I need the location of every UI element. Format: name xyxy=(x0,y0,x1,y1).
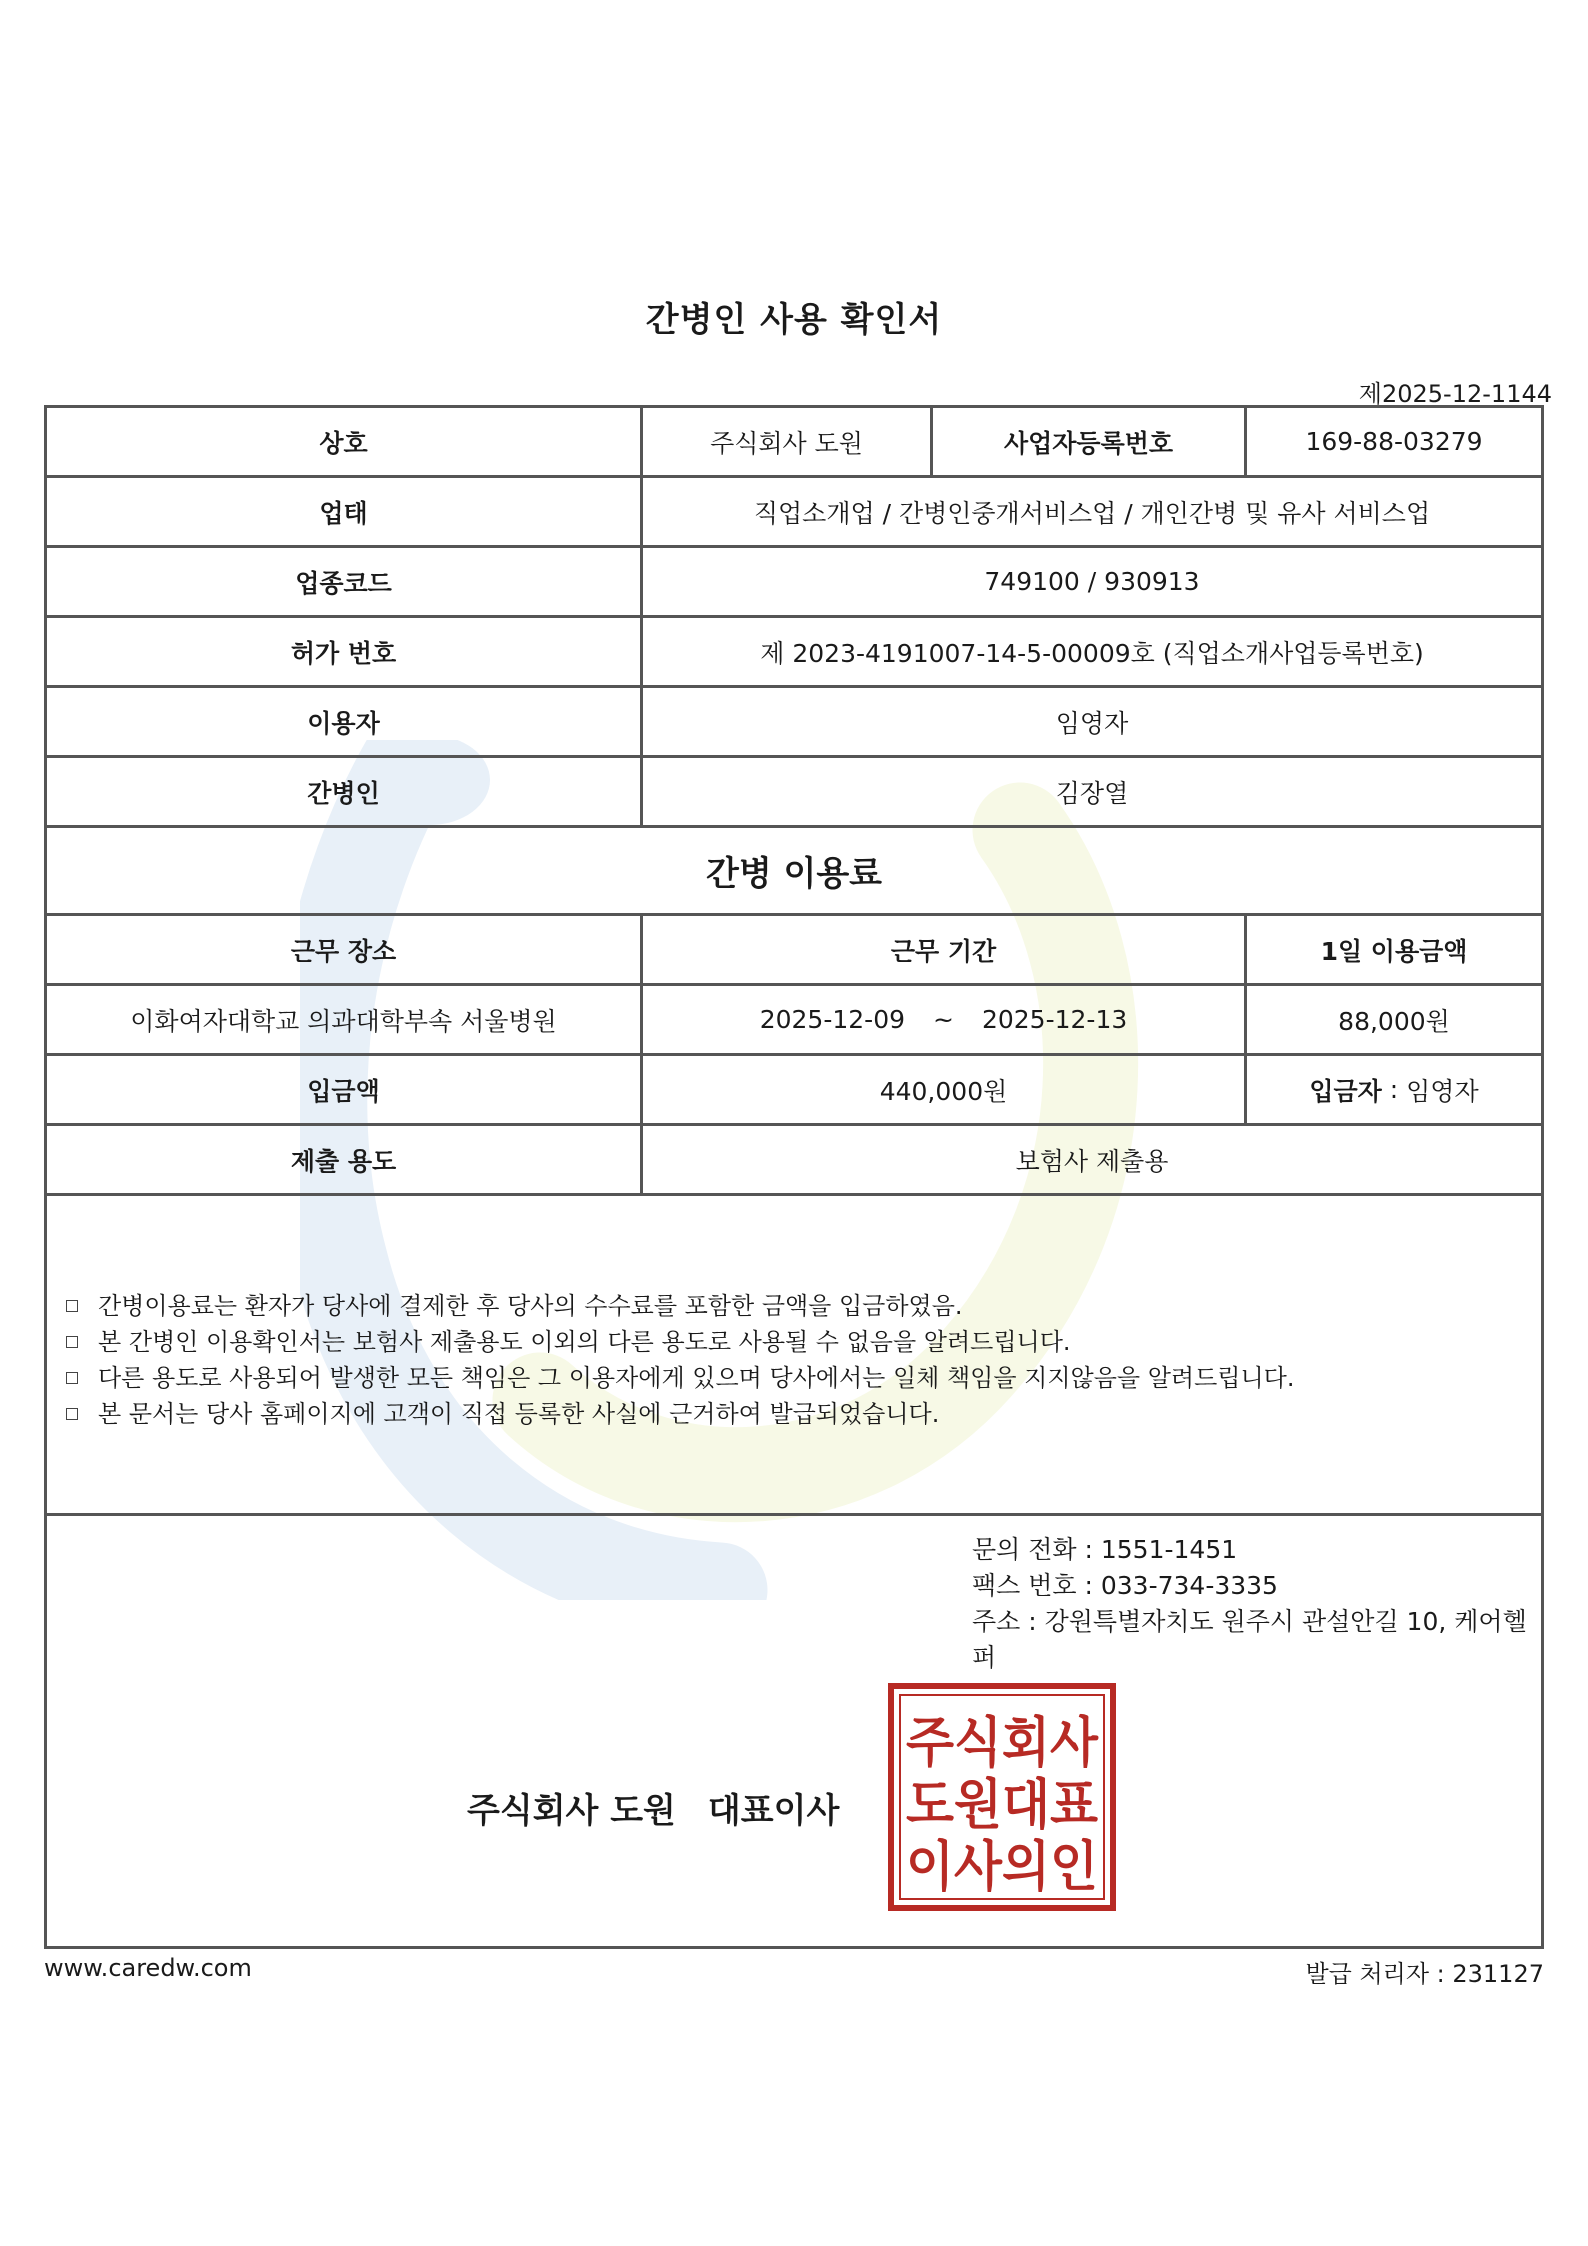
value-purpose: 보험사 제출용 xyxy=(640,1126,1541,1193)
label-work-place: 근무 장소 xyxy=(290,936,397,966)
contact-phone: 문의 전화 : 1551-1451 xyxy=(972,1535,1238,1564)
label-business-type: 업태 xyxy=(319,498,368,528)
value-deposit: 440,000원 xyxy=(640,1056,1244,1123)
note-item: 본 문서는 당사 홈페이지에 고객이 직접 등록한 사실에 근거하여 발급되었습니다. xyxy=(66,1396,1294,1432)
svg-text:주식회사: 주식회사 xyxy=(906,1711,1099,1774)
svg-text:도원대표: 도원대표 xyxy=(906,1773,1098,1836)
contact-address: 주소 : 강원특별자치도 원주시 관설안길 10, 케어헬퍼 xyxy=(972,1607,1527,1672)
notes-list xyxy=(66,1288,1294,1432)
row-company xyxy=(47,408,1541,478)
row-fee-title xyxy=(47,828,1541,916)
row-business-type xyxy=(47,478,1541,548)
label-license: 허가 번호 xyxy=(290,638,397,668)
value-daily-fee: 88,000원 xyxy=(1244,986,1541,1053)
label-depositor: 입금자 xyxy=(1309,1076,1382,1106)
signature-line xyxy=(467,1783,839,1832)
contact-fax: 팩스 번호 : 033-734-3335 xyxy=(972,1571,1278,1600)
value-caregiver: 김장열 xyxy=(640,758,1541,825)
square-bullet-icon xyxy=(66,1300,78,1312)
note-item: 다른 용도로 사용되어 발생한 모든 책임은 그 이용자에게 있으며 당사에서는 일체 책임을 지지않음을 알려드립니다. xyxy=(66,1360,1294,1396)
label-purpose: 제출 용도 xyxy=(290,1146,397,1176)
document-title: 간병인 사용 확인서 xyxy=(645,300,943,340)
label-deposit: 입금액 xyxy=(307,1076,380,1106)
value-business-type: 직업소개업 / 간병인중개서비스업 / 개인간병 및 유사 서비스업 xyxy=(640,478,1541,545)
row-user xyxy=(47,688,1541,758)
document-table xyxy=(44,405,1544,1949)
value-company-name: 주식회사 도원 xyxy=(640,408,930,475)
row-fee-headers xyxy=(47,916,1541,986)
row-deposit xyxy=(47,1056,1541,1126)
signer-company: 주식회사 도원 xyxy=(467,1791,676,1831)
label-company-name: 상호 xyxy=(319,428,368,458)
value-work-period xyxy=(640,986,1244,1053)
square-bullet-icon xyxy=(66,1336,78,1348)
value-user: 임영자 xyxy=(640,688,1541,755)
label-industry-code: 업종코드 xyxy=(295,568,392,598)
value-industry-code: 749100 / 930913 xyxy=(640,548,1541,615)
period-end: 2025-12-13 xyxy=(981,1005,1128,1034)
depositor xyxy=(1244,1056,1541,1123)
square-bullet-icon xyxy=(66,1372,78,1384)
period-separator: ~ xyxy=(933,1005,954,1034)
label-user: 이용자 xyxy=(307,708,380,738)
value-depositor: 임영자 xyxy=(1406,1076,1479,1106)
signer-title: 대표이사 xyxy=(707,1791,840,1831)
square-bullet-icon xyxy=(66,1408,78,1420)
company-seal xyxy=(888,1683,1116,1911)
value-work-place: 이화여자대학교 의과대학부속 서울병원 xyxy=(130,1006,557,1036)
value-biz-reg: 169-88-03279 xyxy=(1244,408,1541,475)
row-caregiver xyxy=(47,758,1541,828)
label-biz-reg: 사업자등록번호 xyxy=(930,408,1244,475)
note-item: 본 간병인 이용확인서는 보험사 제출용도 이외의 다른 용도로 사용될 수 없음을 알려드립니다. xyxy=(66,1324,1294,1360)
depositor-separator: : xyxy=(1381,1075,1407,1104)
label-daily-fee: 1일 이용금액 xyxy=(1244,916,1541,983)
row-fee-values xyxy=(47,986,1541,1056)
contact-block xyxy=(972,1532,1541,1676)
value-license: 제 2023-4191007-14-5-00009호 (직업소개사업등록번호) xyxy=(640,618,1541,685)
svg-text:이사의인: 이사의인 xyxy=(906,1835,1098,1898)
label-caregiver: 간병인 xyxy=(307,778,380,808)
website-link[interactable]: www.caredw.com xyxy=(44,1954,252,1982)
row-purpose xyxy=(47,1126,1541,1196)
document-number: 제2025-12-1144 xyxy=(1358,380,1552,408)
period-start: 2025-12-09 xyxy=(759,1005,906,1034)
issuer-info: 발급 처리자 : 231127 xyxy=(1305,1960,1544,1988)
row-license xyxy=(47,618,1541,688)
fee-section-title: 간병 이용료 xyxy=(705,854,883,894)
note-item: 간병이용료는 환자가 당사에 결제한 후 당사의 수수료를 포함한 금액을 입금하였음. xyxy=(66,1288,1294,1324)
row-industry-code xyxy=(47,548,1541,618)
label-work-period: 근무 기간 xyxy=(640,916,1244,983)
